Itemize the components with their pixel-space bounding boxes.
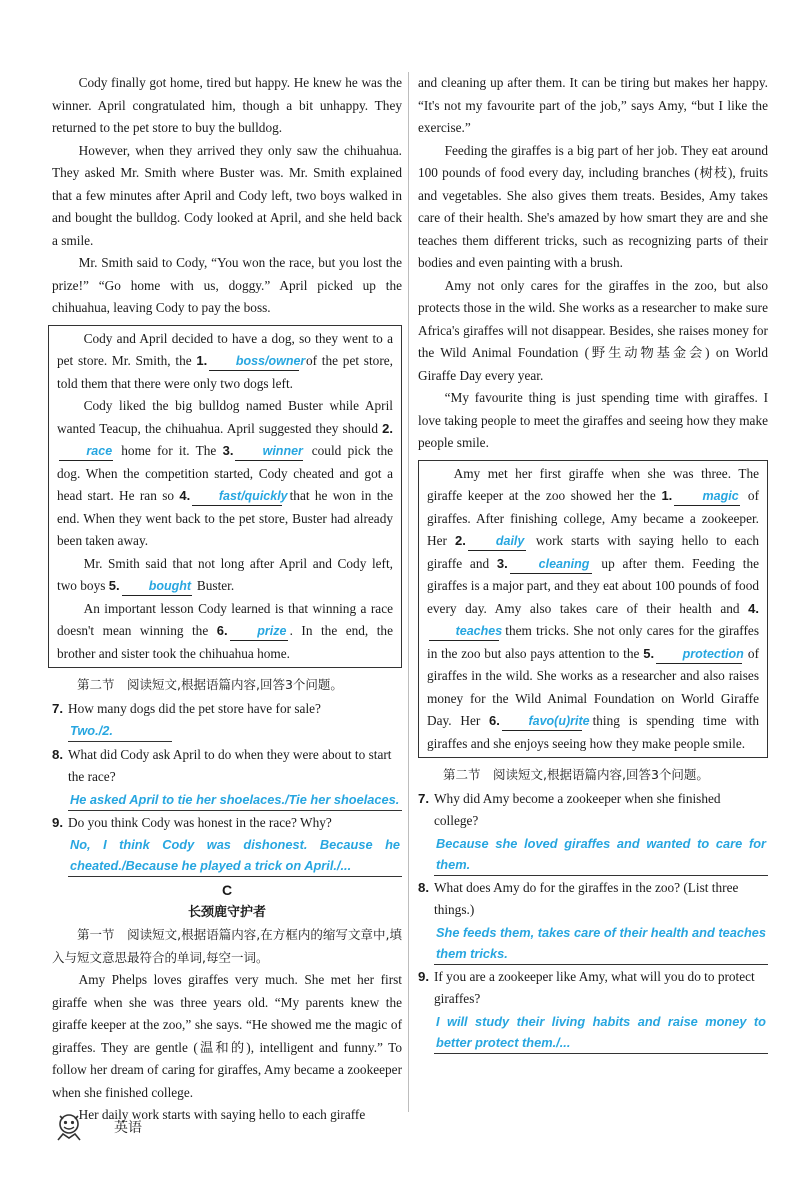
paragraph: However, when they arrived they only saw the chihuahua. They asked Mr. Smith where Buster was. Mr. Smith explained that a few minutes after April and Cody left, two boys walked in and bought the bulldog. Cody looked at April, and she held back a smile. (52, 142, 402, 248)
page-footer (52, 1110, 142, 1144)
summary-box-c (418, 460, 768, 759)
paragraph: “My favourite thing is just spending time with giraffes. I love taking people to meet the giraffes and seeing how they make people smile. (418, 390, 768, 450)
question-9: 9. Do you think Cody was honest in the race? Why? (52, 814, 332, 830)
summary-paragraph: Cody and April decided to have a dog, so they went to a pet store. Mr. Smith, the 1. boss/owner of the pet store, told them that there were only two dogs left. (57, 330, 393, 391)
summary-box-b (48, 325, 402, 669)
blank-6[interactable]: prize (230, 622, 288, 641)
paragraph: Cody finally got home, tired but happy. He knew he was the winner. April congratulated him, though a bit unhappy. They returned to the pet store to buy the bulldog. (52, 75, 402, 135)
question-8: 8. What did Cody ask April to do when they were about to start the race? (52, 746, 392, 784)
paragraph: Feeding the giraffes is a big part of her job. They eat around 100 pounds of food every day, including branches (树枝), fruits and vegetables. She also gives them treats. Besides, Amy takes care of their health. She's amazed by how smart they are and she teaches them different tricks, such as recognizing parts of their bodies and even painting with a brush. (418, 142, 768, 270)
answer-8[interactable]: She feeds them, takes care of their health and teaches them tricks. (434, 922, 768, 965)
answer-7[interactable]: Two./2. (68, 720, 172, 742)
paragraph: Mr. Smith said to Cody, “You won the race, but you lost the prize!” “Go home with us, doggy.” April picked up the chihuahua, leaving Cody to pay the boss. (52, 255, 402, 315)
paragraph: Her daily work starts with saying hello to each giraffe (78, 1107, 366, 1122)
paragraph: and cleaning up after them. It can be tiring but makes her happy. “It's not my favourite part of the job,” says Amy, “but I like the exercise.” (418, 75, 768, 135)
column-divider (408, 72, 409, 1112)
blank-3[interactable]: winner (235, 442, 303, 461)
paragraph: Amy not only cares for the giraffes in the zoo, but also protects those in the wild. She works as a researcher to make sure Africa's giraffes will not disappear. Besides, she raises money for the Wild Animal Foundation (野生动物基金会) on World Giraffe Day every year. (418, 277, 768, 383)
section-heading: 第一节 阅读短文,根据语篇内容,在方框内的缩写文章中,填入与短文意思最符合的单词,每空一词。 (52, 927, 402, 965)
summary-paragraph: Cody liked the big bulldog named Buster while April wanted Teacup, the chihuahua. April suggested they should 2.race home for it. The 3. winner could pick the dog. When the competition started, Cody cheated and got a head start. He ran so 4. fast/quickly that he won in the end. When they went back to the pet store, Buster had already been taken away. (57, 398, 394, 548)
question-9: 9. If you are a zookeeper like Amy, what will you do to protect giraffes? (418, 968, 755, 1006)
question-7: 7. How many dogs did the pet store have for sale? (52, 700, 321, 716)
question-7: 7. Why did Amy become a zookeeper when she finished college? (418, 790, 721, 828)
blank-4[interactable]: fast/quickly (192, 487, 282, 506)
blank-3[interactable]: cleaning (510, 555, 592, 574)
blank-4[interactable]: teaches (429, 622, 499, 641)
question-8: 8. What does Amy do for the giraffes in the zoo? (List three things.) (418, 879, 739, 917)
summary-paragraph: Mr. Smith said that not long after April and Cody left, two boys 5. bought Buster. (57, 553, 393, 598)
answer-8[interactable]: He asked April to tie her shoelaces./Tie her shoelaces. (68, 789, 402, 811)
blank-6[interactable]: favo(u)rite (502, 712, 582, 731)
blank-5[interactable]: protection (656, 645, 742, 664)
blank-2[interactable]: race (59, 442, 113, 461)
subject-label: 英语 (114, 1120, 142, 1136)
passage-title: 长颈鹿守护者 (187, 904, 266, 920)
section-heading: 第二节 阅读短文,根据语篇内容,回答3个问题。 (443, 767, 709, 782)
answer-9[interactable]: No, I think Cody was dishonest. Because he cheated./Because he played a trick on April./... (68, 834, 402, 877)
section-letter: C (221, 882, 233, 898)
summary-paragraph: An important lesson Cody learned is that winning a race doesn't mean winning the 6. prize . In the end, the brother and sister took the chihuahua home. (57, 600, 393, 661)
section-heading: 第二节 阅读短文,根据语篇内容,回答3个问题。 (77, 677, 343, 692)
answer-9[interactable]: I will study their living habits and raise money to better protect them./... (434, 1011, 768, 1054)
blank-2[interactable]: daily (468, 532, 526, 551)
left-column (52, 72, 402, 1127)
mascot-logo-icon (52, 1110, 86, 1144)
blank-5[interactable]: bought (122, 577, 192, 596)
paragraph: Amy Phelps loves giraffes very much. She met her first giraffe when she was three years old. “My parents knew the giraffe keeper at the zoo,” she says. “He showed me the magic of giraffes. They are gentle (温和的), intelligent and funny.” To follow her dream of caring for giraffes, Amy became a zookeeper when she finished college. (52, 972, 402, 1100)
summary-paragraph: Amy met her first giraffe when she was three. The giraffe keeper at the zoo showed her the 1. magic of giraffes. After finishing college, Amy became a zookeeper. Her 2. daily work starts with saying hello to each giraffe and 3. cleaning up after them. Feeding the giraffes is a major part, and they eat about 100 pounds of food every day. Amy also takes care of their health and 4.teaches them tricks. She not only cares for the giraffes in the zoo but also pays attention to the 5. protection of giraffes in the wild. She works as a researcher and also raises money for the Wild Animal Foundation on World Giraffe Day. Her 6. favo(u)rite thing is spending time with giraffes and she enjoys seeing how they make people smile. (427, 465, 759, 751)
answer-7[interactable]: Because she loved giraffes and wanted to care for them. (434, 833, 768, 876)
right-column (418, 72, 768, 1054)
blank-1[interactable]: magic (674, 487, 740, 506)
blank-1[interactable]: boss/owner (209, 352, 299, 371)
